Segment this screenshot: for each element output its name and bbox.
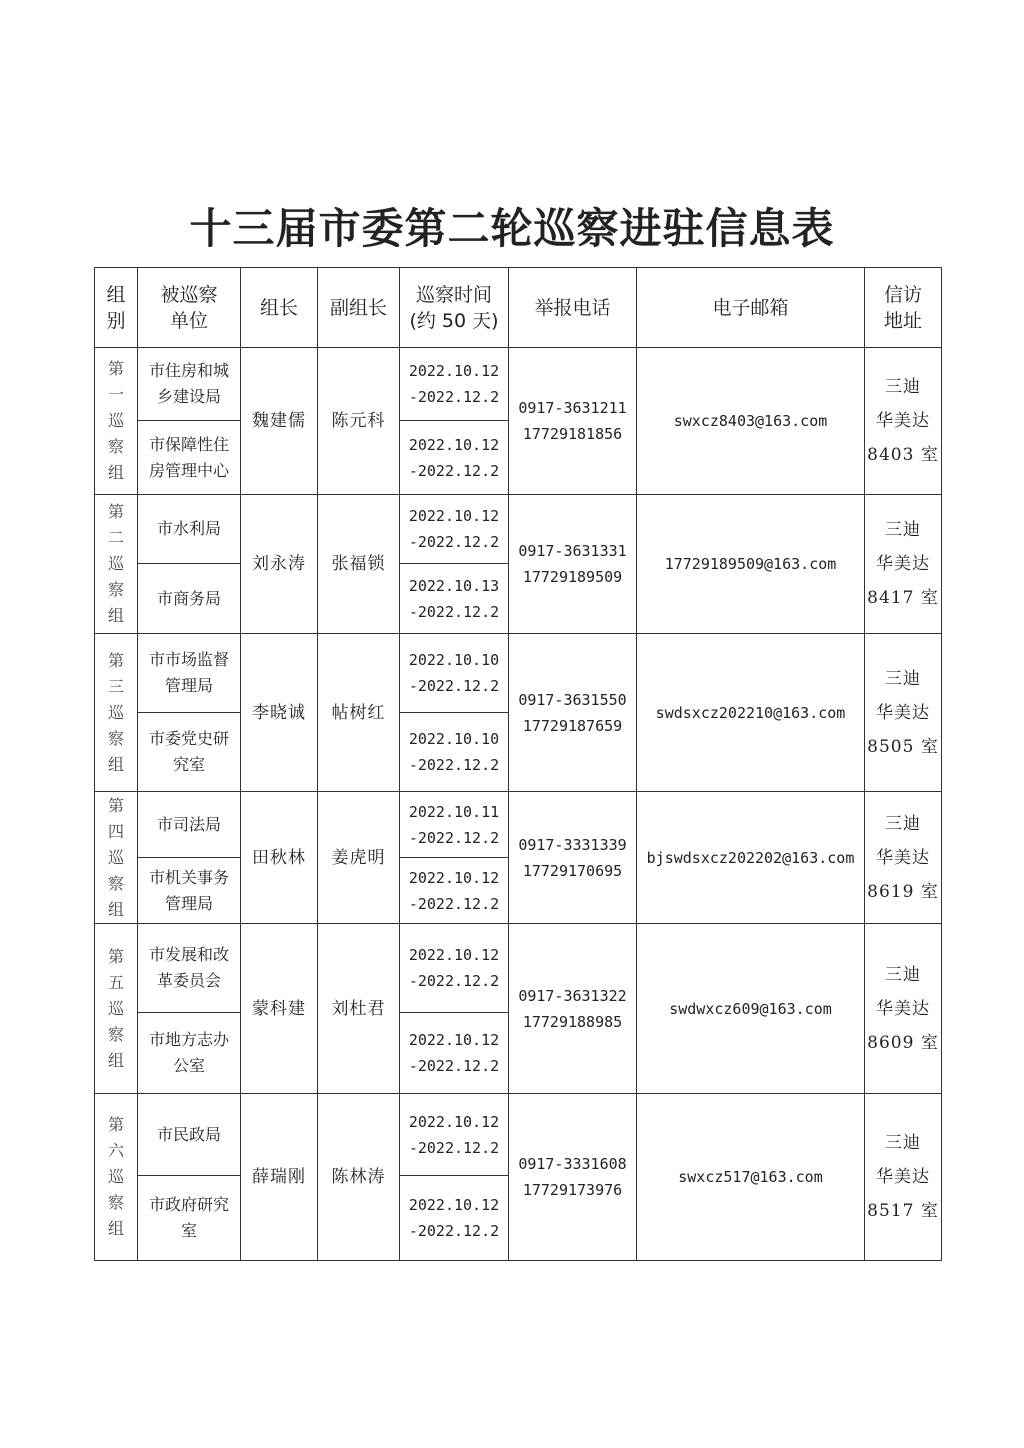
text-line: 市委党史研 bbox=[148, 729, 229, 748]
inspection-time bbox=[400, 1013, 509, 1094]
text-line: 17729187659 bbox=[522, 716, 623, 735]
report-phone bbox=[509, 924, 637, 1094]
text-line: 管理局 bbox=[164, 676, 213, 695]
unit-name bbox=[138, 634, 241, 713]
text-line: 三迪 bbox=[885, 1133, 921, 1153]
text-line: 二 bbox=[107, 528, 124, 547]
group-name bbox=[95, 634, 138, 792]
text-line: 2022.10.11 bbox=[408, 802, 500, 821]
visit-address bbox=[865, 495, 942, 634]
text-line: 8403 室 bbox=[867, 445, 939, 465]
email-address: swdsxcz202210@163.com bbox=[637, 634, 865, 792]
text-line: 17729173976 bbox=[522, 1181, 623, 1199]
text-line: 公室 bbox=[172, 1056, 205, 1075]
text-line: 华美达 bbox=[876, 554, 930, 574]
inspection-time bbox=[400, 634, 509, 713]
text-line: 0917-3331339 bbox=[518, 835, 627, 854]
report-phone bbox=[509, 1094, 637, 1261]
text-line: 0917-3631322 bbox=[518, 986, 627, 1005]
text-line: 17729181856 bbox=[522, 425, 623, 443]
group-name bbox=[95, 1094, 138, 1261]
text-line: -2022.12.2 bbox=[408, 1138, 500, 1157]
inspection-time bbox=[400, 348, 509, 421]
text-line: 察 bbox=[107, 1024, 124, 1044]
text-line: 2022.10.12 bbox=[408, 1196, 500, 1214]
inspection-time bbox=[400, 495, 509, 564]
text-line: 2022.10.10 bbox=[408, 730, 500, 748]
text-line: 市水利局 bbox=[156, 519, 221, 538]
text-line: 17729170695 bbox=[522, 861, 623, 880]
unit-name bbox=[138, 1094, 241, 1176]
text-line: 第 bbox=[107, 1115, 124, 1134]
text-line: -2022.12.2 bbox=[408, 677, 500, 695]
inspection-time bbox=[400, 421, 509, 495]
table-row bbox=[95, 348, 942, 421]
text-line: -2022.12.2 bbox=[408, 461, 500, 480]
text-line: 管理局 bbox=[164, 893, 213, 913]
text-line: -2022.12.2 bbox=[408, 533, 500, 551]
text-line: 组 bbox=[107, 463, 124, 482]
text-line: 华美达 bbox=[876, 1167, 930, 1187]
header-leader: 组长 bbox=[241, 268, 318, 348]
unit-name bbox=[138, 495, 241, 564]
text-line: 市保障性住 bbox=[148, 434, 229, 454]
text-line: 华美达 bbox=[876, 998, 930, 1019]
header-phone: 举报电话 bbox=[509, 268, 637, 348]
table-body bbox=[95, 348, 942, 1261]
text-line: -2022.12.2 bbox=[408, 602, 500, 621]
deputy-name: 陈林涛 bbox=[318, 1094, 400, 1261]
text-line: 一 bbox=[107, 385, 124, 404]
report-phone bbox=[509, 348, 637, 495]
deputy-name: 刘杜君 bbox=[318, 924, 400, 1094]
text-line: 华美达 bbox=[876, 702, 930, 723]
unit-name bbox=[138, 792, 241, 858]
inspection-time bbox=[400, 924, 509, 1013]
group-name bbox=[95, 348, 138, 495]
text-line: 2022.10.10 bbox=[408, 651, 500, 669]
table-row bbox=[95, 924, 942, 1013]
unit-name bbox=[138, 348, 241, 421]
text-line: -2022.12.2 bbox=[408, 756, 500, 774]
text-line: 房管理中心 bbox=[148, 460, 229, 480]
report-phone bbox=[509, 792, 637, 924]
text-line: 8517 室 bbox=[867, 1201, 939, 1221]
leader-name: 李晓诚 bbox=[241, 634, 318, 792]
text-line: 察 bbox=[107, 580, 124, 599]
unit-name bbox=[138, 421, 241, 495]
text-line: 三迪 bbox=[885, 813, 921, 834]
text-line: 8417 室 bbox=[867, 588, 939, 608]
text-line: 2022.10.12 bbox=[408, 1112, 500, 1131]
text-line: 市司法局 bbox=[156, 814, 221, 834]
text-line: 市市场监督 bbox=[148, 650, 229, 669]
text-line: 2022.10.13 bbox=[408, 576, 500, 595]
text-line: -2022.12.2 bbox=[408, 1057, 500, 1075]
text-line: 市发展和改 bbox=[148, 945, 229, 964]
text-line: 17729188985 bbox=[522, 1012, 623, 1031]
header-deputy: 副组长 bbox=[318, 268, 400, 348]
unit-name bbox=[138, 858, 241, 924]
text-line: 室 bbox=[180, 1221, 197, 1240]
inspection-time bbox=[400, 713, 509, 792]
deputy-name: 姜虎明 bbox=[318, 792, 400, 924]
text-line: 五 bbox=[107, 972, 124, 992]
text-line: 巡 bbox=[107, 1167, 124, 1186]
table-row bbox=[95, 495, 942, 564]
text-line: 巡 bbox=[107, 702, 124, 722]
text-line: 8609 室 bbox=[867, 1032, 939, 1053]
text-line: 察 bbox=[107, 1193, 124, 1212]
text-line: 巡 bbox=[107, 554, 124, 573]
text-line: 市商务局 bbox=[156, 588, 221, 608]
text-line: 2022.10.12 bbox=[408, 362, 500, 380]
text-line: -2022.12.2 bbox=[408, 388, 500, 406]
text-line: 2022.10.12 bbox=[408, 946, 500, 964]
text-line: -2022.12.2 bbox=[408, 828, 500, 847]
text-line: 8505 室 bbox=[867, 736, 939, 757]
visit-address bbox=[865, 348, 942, 495]
visit-address bbox=[865, 792, 942, 924]
leader-name: 刘永涛 bbox=[241, 495, 318, 634]
header-group: 组 别 bbox=[95, 268, 138, 348]
unit-name bbox=[138, 924, 241, 1013]
deputy-name: 张福锁 bbox=[318, 495, 400, 634]
text-line: 六 bbox=[107, 1141, 124, 1160]
text-line: 察 bbox=[107, 728, 124, 748]
text-line: 第 bbox=[107, 502, 124, 521]
unit-name bbox=[138, 564, 241, 634]
text-line: 2022.10.12 bbox=[408, 435, 500, 454]
text-line: 市机关事务 bbox=[148, 867, 229, 887]
unit-name bbox=[138, 1013, 241, 1094]
text-line: 组 bbox=[107, 1050, 124, 1070]
inspection-time bbox=[400, 564, 509, 634]
text-line: 市地方志办 bbox=[148, 1030, 229, 1049]
text-line: 第 bbox=[107, 650, 124, 670]
text-line: 2022.10.12 bbox=[408, 868, 500, 887]
inspection-info-table bbox=[94, 267, 942, 1261]
email-address: bjswdsxcz202202@163.com bbox=[637, 792, 865, 924]
group-name bbox=[95, 495, 138, 634]
text-line: 市政府研究 bbox=[148, 1195, 229, 1214]
text-line: 四 bbox=[107, 821, 124, 841]
unit-name bbox=[138, 713, 241, 792]
text-line: 华美达 bbox=[876, 847, 930, 868]
text-line: 革委员会 bbox=[156, 971, 221, 990]
deputy-name: 陈元科 bbox=[318, 348, 400, 495]
email-address: swxcz517@163.com bbox=[637, 1094, 865, 1261]
text-line: 组 bbox=[107, 754, 124, 774]
email-address: swdwxcz609@163.com bbox=[637, 924, 865, 1094]
text-line: 8619 室 bbox=[867, 881, 939, 902]
text-line: 察 bbox=[107, 437, 124, 456]
text-line: 市住房和城 bbox=[148, 361, 229, 380]
email-address: 17729189509@163.com bbox=[637, 495, 865, 634]
header-email: 电子邮箱 bbox=[637, 268, 865, 348]
text-line: 组 bbox=[107, 899, 124, 919]
group-name bbox=[95, 924, 138, 1094]
text-line: 市民政局 bbox=[156, 1124, 221, 1144]
visit-address bbox=[865, 924, 942, 1094]
text-line: 察 bbox=[107, 873, 124, 893]
table-row bbox=[95, 1094, 942, 1176]
visit-address bbox=[865, 634, 942, 792]
visit-address bbox=[865, 1094, 942, 1261]
inspection-time bbox=[400, 1176, 509, 1261]
inspection-time bbox=[400, 792, 509, 858]
text-line: -2022.12.2 bbox=[408, 894, 500, 913]
text-line: 三迪 bbox=[885, 668, 921, 689]
inspection-time bbox=[400, 858, 509, 924]
text-line: 组 bbox=[107, 606, 124, 625]
table-row bbox=[95, 634, 942, 713]
table-row bbox=[95, 792, 942, 858]
text-line: 第 bbox=[107, 946, 124, 966]
header-unit: 被巡察 单位 bbox=[138, 268, 241, 348]
text-line: 巡 bbox=[107, 998, 124, 1018]
header-time: 巡察时间 (约 50 天) bbox=[400, 268, 509, 348]
deputy-name: 帖树红 bbox=[318, 634, 400, 792]
text-line: 第 bbox=[107, 359, 124, 378]
group-name bbox=[95, 792, 138, 924]
text-line: 0917-3631211 bbox=[518, 399, 627, 417]
inspection-time bbox=[400, 1094, 509, 1176]
leader-name: 薛瑞刚 bbox=[241, 1094, 318, 1261]
text-line: 三迪 bbox=[885, 377, 921, 397]
page-title: 十三届市委第二轮巡察进驻信息表 bbox=[189, 204, 835, 253]
email-address: swxcz8403@163.com bbox=[637, 348, 865, 495]
text-line: 0917-3631550 bbox=[518, 690, 627, 709]
leader-name: 田秋林 bbox=[241, 792, 318, 924]
unit-name bbox=[138, 1176, 241, 1261]
text-line: 17729189509 bbox=[522, 568, 623, 586]
leader-name: 蒙科建 bbox=[241, 924, 318, 1094]
text-line: 巡 bbox=[107, 411, 124, 430]
text-line: 三迪 bbox=[885, 520, 921, 540]
text-line: 2022.10.12 bbox=[408, 1031, 500, 1049]
text-line: 巡 bbox=[107, 847, 124, 867]
text-line: 0917-3631331 bbox=[518, 542, 627, 560]
text-line: 组 bbox=[107, 1219, 124, 1238]
report-phone bbox=[509, 634, 637, 792]
text-line: 2022.10.12 bbox=[408, 507, 500, 525]
text-line: 华美达 bbox=[876, 411, 930, 431]
text-line: 究室 bbox=[172, 755, 205, 774]
report-phone bbox=[509, 495, 637, 634]
text-line: 乡建设局 bbox=[156, 387, 221, 406]
text-line: -2022.12.2 bbox=[408, 972, 500, 990]
text-line: 0917-3331608 bbox=[518, 1155, 627, 1173]
text-line: 三迪 bbox=[885, 964, 921, 985]
text-line: 第 bbox=[107, 795, 124, 815]
leader-name: 魏建儒 bbox=[241, 348, 318, 495]
header-row bbox=[95, 268, 942, 348]
text-line: -2022.12.2 bbox=[408, 1222, 500, 1240]
header-address: 信访 地址 bbox=[865, 268, 942, 348]
text-line: 三 bbox=[107, 676, 124, 696]
